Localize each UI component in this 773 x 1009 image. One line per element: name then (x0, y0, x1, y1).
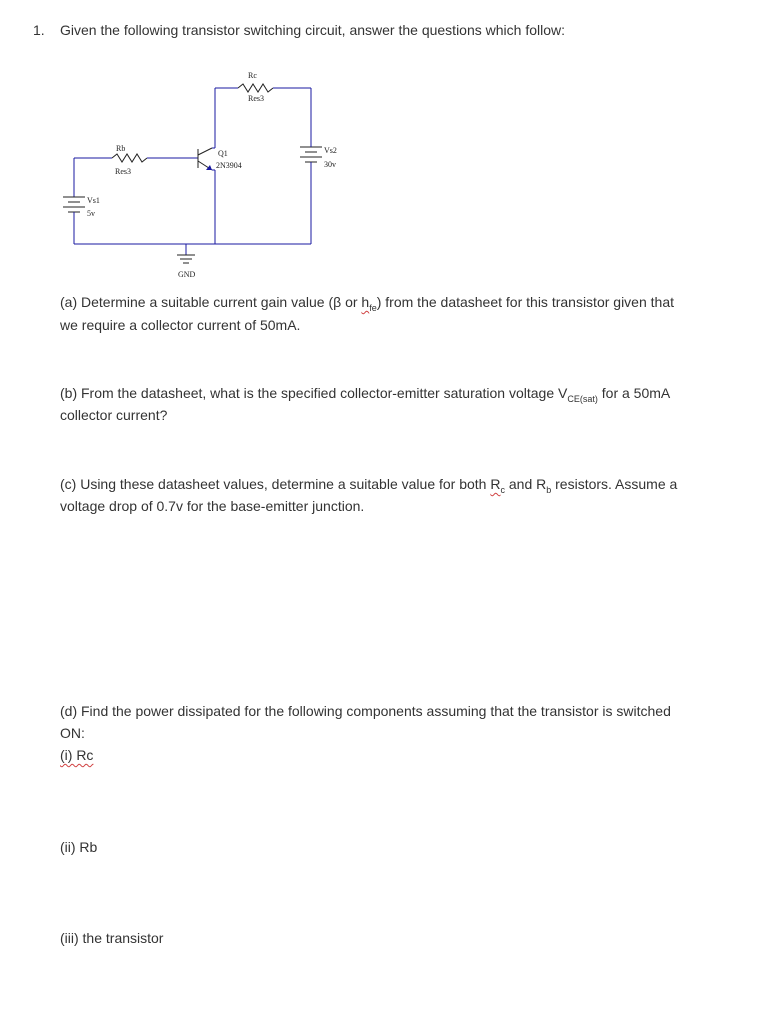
vs2-battery (300, 142, 322, 244)
part-c-line1: (c) Using these datasheet values, determine a suitable value for both $R_c$ and $R_b$ resistors. Assume a (60, 476, 678, 495)
part-a-line1: (a) Determine a suitable current gain value (β or $h_{fe}$) from the datasheet for this transistor given that (60, 294, 674, 313)
q1-part-label: 2N3904 (216, 161, 242, 170)
part-c-line2: voltage drop of 0.7v for the base-emitter junction. (60, 498, 365, 514)
gnd-label: GND (178, 270, 196, 279)
part-d-i: (i) Rc (60, 747, 94, 763)
vs2-label: Vs2 (324, 146, 337, 155)
q1-label: Q1 (218, 149, 228, 158)
vs1-label: Vs1 (87, 196, 100, 205)
vs1-value: 5v (87, 209, 95, 218)
rb-resistor (74, 154, 198, 162)
part-b-line1: (b) From the datasheet, what is the specified collector-emitter saturation voltage $V_{CE(sat)}$ for a 50mA (60, 385, 671, 404)
part-d-line1: (d) Find the power dissipated for the following components assuming that the transistor is switched (60, 703, 671, 719)
part-d-line2: ON: (60, 725, 85, 741)
part-a-line2: we require a collector current of 50mA. (60, 317, 301, 333)
rb-label: Rb (116, 144, 126, 153)
rc-term: $R_c$ (490, 476, 505, 495)
vs2-value: 30v (324, 160, 336, 169)
part-d-ii: (ii) Rb (60, 839, 98, 855)
rc-resistor (215, 84, 311, 92)
part-b-line2: collector current? (60, 407, 168, 423)
question-number: 1. (33, 22, 45, 38)
q1-transistor (198, 148, 215, 244)
part-d-iii: (iii) the transistor (60, 930, 164, 946)
ground-symbol (177, 244, 195, 263)
circuit-diagram (60, 60, 350, 285)
vs1-battery (63, 197, 85, 244)
question-intro: Given the following transistor switching circuit, answer the questions which follow: (60, 22, 566, 38)
rb-part-label: Res3 (115, 167, 131, 176)
rc-part-label: Res3 (248, 94, 264, 103)
hfe-term: $h_{fe}$ (361, 294, 377, 313)
rc-label: Rc (248, 71, 257, 80)
